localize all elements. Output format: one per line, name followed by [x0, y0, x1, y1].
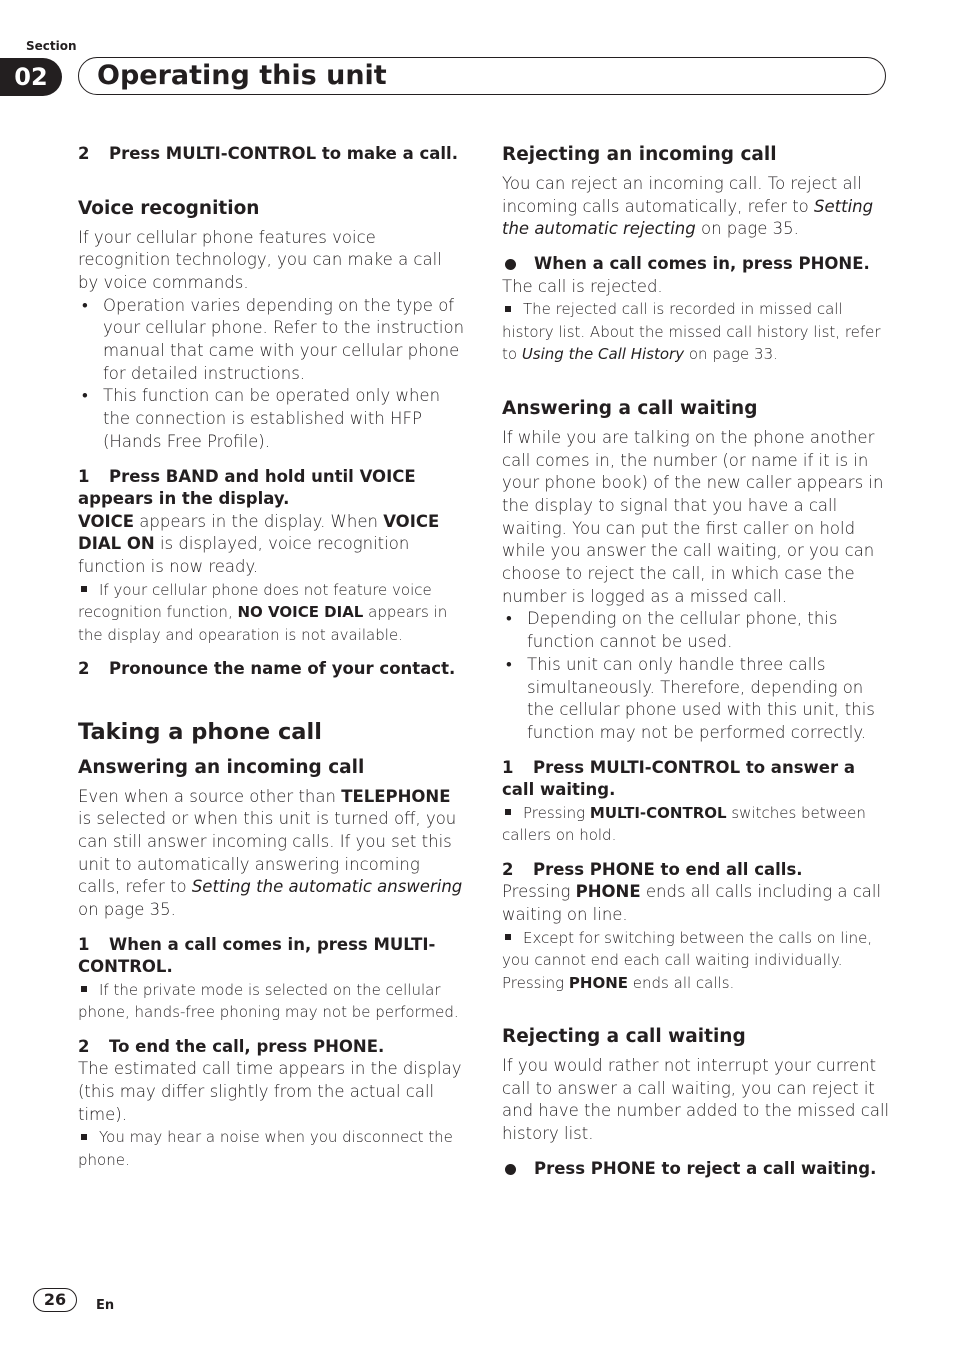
step-comes-in: 1 When a call comes in, press MULTI-CONTROL.	[78, 934, 436, 977]
voice-intro: If your cellular phone features voice recognition technology, you can make a call by voice commands.	[78, 227, 442, 292]
step-answer-waiting: 1 Press MULTI-CONTROL to answer a call waiting.	[502, 757, 855, 800]
step-pronounce: 2 Pronounce the name of your contact.	[78, 659, 456, 679]
taking-call-heading: Taking a phone call	[78, 718, 322, 745]
step-reject-press-phone: When a call comes in, press PHONE.	[502, 253, 892, 276]
list-item: • Depending on the cellular phone, this function cannot be used.	[506, 609, 838, 652]
note-noise: You may hear a noise when you disconnect the phone.	[78, 1128, 453, 1169]
language-label: En	[96, 1298, 115, 1313]
list-item: • Operation varies depending on the type of your cellular phone. Refer to the instruction manual that came with your cellular phone for detailed instructions.	[82, 295, 465, 383]
voice-body: VOICE appears in the display. When VOICE DIAL ON is displayed, voice recognition function is now ready.	[78, 511, 440, 576]
rejecting-heading: Rejecting an incoming call	[502, 144, 777, 165]
note-private-mode: If the private mode is selected on the cellular phone, hands-free phoning may not be performed.	[78, 980, 459, 1022]
answering-heading: Answering an incoming call	[78, 756, 365, 778]
list-item: • This unit can only handle three calls simultaneously. Therefore, depending on the cellular phone used with this unit, this function may not be performed correctly.	[506, 654, 875, 742]
section-label: Section	[26, 39, 77, 53]
page-number: 26	[33, 1288, 77, 1312]
note-no-voice-dial: If your cellular phone does not feature voice recognition function, NO VOICE DIAL appears in the display and opearation is not available.	[78, 580, 448, 644]
section-number-badge: 02	[0, 58, 62, 96]
reject-waiting-body: If you would rather not interrupt your current call to answer a call waiting, you can reject it and have the number added to the missed call history list.	[502, 1056, 890, 1144]
page-title: Operating this unit	[97, 60, 387, 91]
reject-waiting-heading: Rejecting a call waiting	[502, 1026, 746, 1048]
call-waiting-heading: Answering a call waiting	[502, 397, 758, 419]
step-end-call: 2 To end the call, press PHONE.	[78, 1036, 385, 1056]
call-waiting-bullets	[502, 608, 892, 744]
end-call-body: The estimated call time appears in the display (this may differ slightly from the actual call time).	[78, 1059, 462, 1124]
step-band: 1 Press BAND and hold until VOICE appears in the display.	[78, 466, 416, 509]
call-waiting-body: If while you are talking on the phone another call comes in, the number (or name if it is in your phone book) of the new caller appears in the display to signal that you have a call waiting. You can put the first caller on hold while you answer the call waiting, or you can choose to reject the call, in which case the number is logged as a missed call.	[502, 427, 884, 606]
note-missed-call: The rejected call is recorded in missed call history list. About the missed call history list, refer to Using the Call History on page 33.	[502, 300, 881, 364]
end-all-body: Pressing PHONE ends all calls including a call waiting on line.	[502, 882, 882, 924]
step-end-all: 2 Press PHONE to end all calls.	[502, 859, 803, 879]
note-except: Except for switching between the calls on line, you cannot end each call waiting individually. Pressing PHONE ends all calls.	[502, 928, 873, 992]
rejecting-body: You can reject an incoming call. To reject all incoming calls automatically, refer to Setting the automatic rejecting on page 35.	[502, 174, 874, 239]
step-make-call: 2 Press MULTI-CONTROL to make a call.	[78, 144, 458, 163]
voice-bullets	[78, 295, 466, 454]
list-item: • This function can be operated only when the connection is established with HFP (Hands Free Profile).	[82, 386, 441, 451]
step-reject-waiting: Press PHONE to reject a call waiting.	[502, 1158, 892, 1181]
note-switch-callers: Pressing MULTI-CONTROL switches between callers on hold.	[502, 803, 866, 845]
reject-result: The call is rejected.	[502, 276, 663, 296]
answering-body: Even when a source other than TELEPHONE is selected or when this unit is turned off, you can still answer incoming calls. If you set this unit to automatically answering incoming calls, refer to Setting the automatic answering on page 35.	[78, 786, 463, 920]
right-column	[502, 143, 892, 1180]
left-column	[78, 143, 466, 1171]
voice-recognition-heading: Voice recognition	[78, 197, 260, 219]
